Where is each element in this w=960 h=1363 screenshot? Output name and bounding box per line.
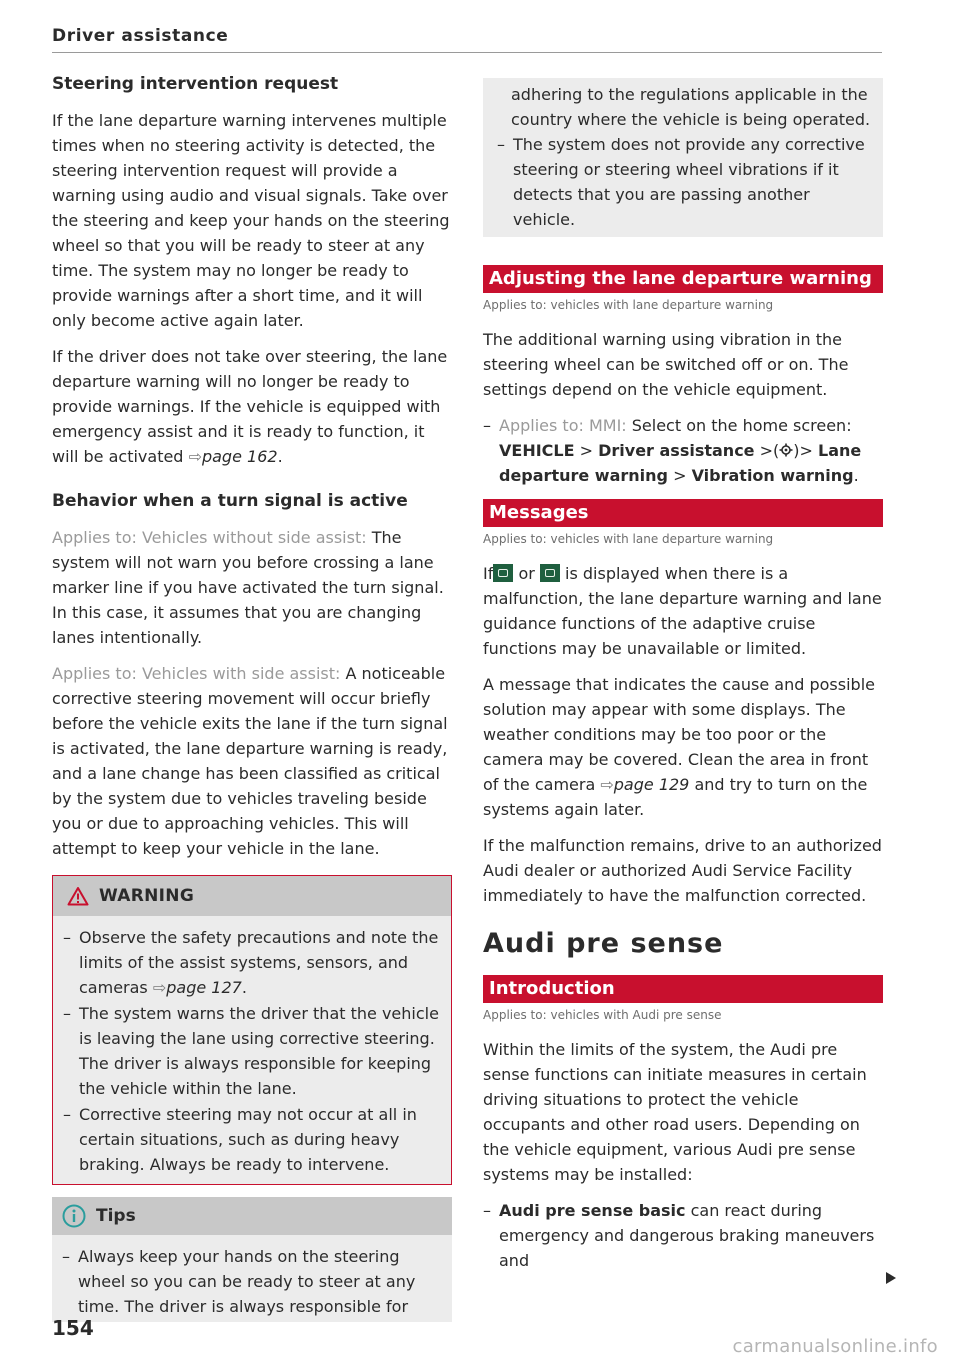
paragraph: The additional warning using vibration in the steering wheel can be switched off or on. The settings depend on the vehicle equipment. bbox=[483, 330, 849, 399]
applies-label: Applies to: Vehicles with side assist: bbox=[52, 664, 341, 683]
menu-path-lane-departure-warning[interactable]: Lane departure warning bbox=[499, 441, 862, 485]
paragraph: Applies to: Vehicles without side assist: The system will not warn you before crossing a lane marker line if you have activated the turn signal. In this case, it assumes that you are changing lanes intentionally. bbox=[52, 528, 444, 647]
continued-text: adhering to the regulations applicable in the country where the vehicle is being operated. bbox=[511, 85, 871, 129]
paragraph: If the driver does not take over steering, the lane departure warning will no longer be ready to provide warnings. If the vehicle is equipped with emergency assist and it is ready to function, it will be activated ⇨page 162. bbox=[52, 347, 448, 466]
applies-note: Applies to: vehicles with lane departure warning bbox=[483, 532, 774, 546]
applies-label: Applies to: MMI: bbox=[499, 416, 627, 435]
left-column bbox=[52, 72, 452, 1322]
list-item: – Observe the safety precautions and note the limits of the assist systems, sensors, and cameras ⇨page 127. bbox=[63, 928, 439, 997]
applies-note: Applies to: vehicles with lane departure warning bbox=[483, 298, 774, 312]
right-column bbox=[483, 78, 883, 1284]
list-item: – The system warns the driver that the vehicle is leaving the lane using corrective steering. The driver is always responsible for keeping the vehicle within the lane. bbox=[63, 1004, 439, 1098]
heading-audi-pre-sense: Audi pre sense bbox=[483, 928, 724, 959]
paragraph: If the malfunction remains, drive to an authorized Audi dealer or authorized Audi Service Facility immediately to have the malfunction corrected. bbox=[483, 836, 882, 905]
lane-assist-icon bbox=[493, 564, 513, 582]
continued-warning-box bbox=[483, 78, 883, 237]
list-item: – Applies to: MMI: Select on the home screen: VEHICLE > Driver assistance >( )> Lane departure warning > Vibration warning. bbox=[483, 416, 862, 485]
paragraph: Within the limits of the system, the Audi pre sense functions can initiate measures in certain driving situations to protect the vehicle occupants and other road users. Depending on the vehicle equipment, various Audi pre sense systems may be installed: bbox=[483, 1040, 867, 1184]
paragraph: If or is displayed when there is a malfunction, the lane departure warning and lane guidance functions of the adaptive cruise functions may be unavailable or limited. bbox=[483, 564, 882, 658]
page-reference-link[interactable]: ⇨page 129 bbox=[600, 775, 690, 794]
paragraph: A message that indicates the cause and possible solution may appear with some displays. The weather conditions may be too poor or the camera may be covered. Clean the area in front of the camera ⇨page 129 and try to turn on the systems again later. bbox=[483, 675, 875, 819]
heading-steering-intervention: Steering intervention request bbox=[52, 74, 339, 94]
warning-title: WARNING bbox=[99, 886, 195, 906]
page-number: 154 bbox=[52, 1316, 94, 1340]
menu-path-driver-assistance[interactable]: Driver assistance bbox=[598, 441, 755, 460]
heading-messages: Messages bbox=[483, 499, 883, 527]
tips-box bbox=[52, 1197, 452, 1322]
page-reference-link[interactable]: ⇨page 162 bbox=[188, 447, 278, 466]
applies-note: Applies to: vehicles with Audi pre sense bbox=[483, 1008, 722, 1022]
heading-adjusting-lane-departure: Adjusting the lane departure warning bbox=[483, 265, 883, 293]
list-item: – The system does not provide any corrective steering or steering wheel vibrations if it detects that you are passing another vehicle. bbox=[497, 135, 865, 229]
watermark: carmanualsonline.info bbox=[732, 1336, 938, 1357]
info-icon bbox=[62, 1204, 86, 1228]
section-title: Driver assistance bbox=[52, 26, 229, 46]
page-header bbox=[52, 26, 882, 53]
applies-label: Applies to: Vehicles without side assist: bbox=[52, 528, 367, 547]
warning-header bbox=[53, 876, 451, 916]
menu-path-vehicle[interactable]: VEHICLE bbox=[499, 441, 575, 460]
list-item: – Always keep your hands on the steering wheel so you can be ready to steer at any time. The driver is always responsible for bbox=[62, 1247, 416, 1316]
tips-title: Tips bbox=[96, 1206, 136, 1226]
heading-turn-signal: Behavior when a turn signal is active bbox=[52, 491, 408, 511]
heading-introduction: Introduction bbox=[483, 975, 883, 1003]
continue-arrow-icon bbox=[886, 1272, 896, 1284]
list-item: – Audi pre sense basic can react during emergency and dangerous braking maneuvers and bbox=[483, 1201, 875, 1270]
list-item: – Corrective steering may not occur at all in certain situations, such as during heavy braking. Always be ready to intervene. bbox=[63, 1105, 417, 1174]
warning-box bbox=[52, 875, 452, 1185]
menu-path-vibration-warning[interactable]: Vibration warning bbox=[691, 466, 854, 485]
warning-triangle-icon bbox=[67, 886, 89, 906]
paragraph: If the lane departure warning intervenes multiple times when no steering activity is detected, the steering intervention request will provide a warning using audio and visual signals. Take over the steering and keep your hands on the steering wheel so that you will be ready to steer at any time. The system may no longer be ready to provide warnings after a short time, and it will only become active again later. bbox=[52, 111, 450, 330]
lane-assist-icon bbox=[540, 564, 560, 582]
settings-icon[interactable]: ( ) bbox=[773, 441, 800, 460]
paragraph: Applies to: Vehicles with side assist: A noticeable corrective steering movement will occur briefly before the vehicle exits the lane if the turn signal is activated, the lane departure warning is ready, and a lane change has been classified as critical by the system due to vehicles traveling beside you or due to approaching vehicles. This will attempt to keep your vehicle in the lane. bbox=[52, 664, 448, 858]
tips-header bbox=[52, 1197, 452, 1235]
page-reference-link[interactable]: ⇨page 127 bbox=[152, 978, 242, 997]
